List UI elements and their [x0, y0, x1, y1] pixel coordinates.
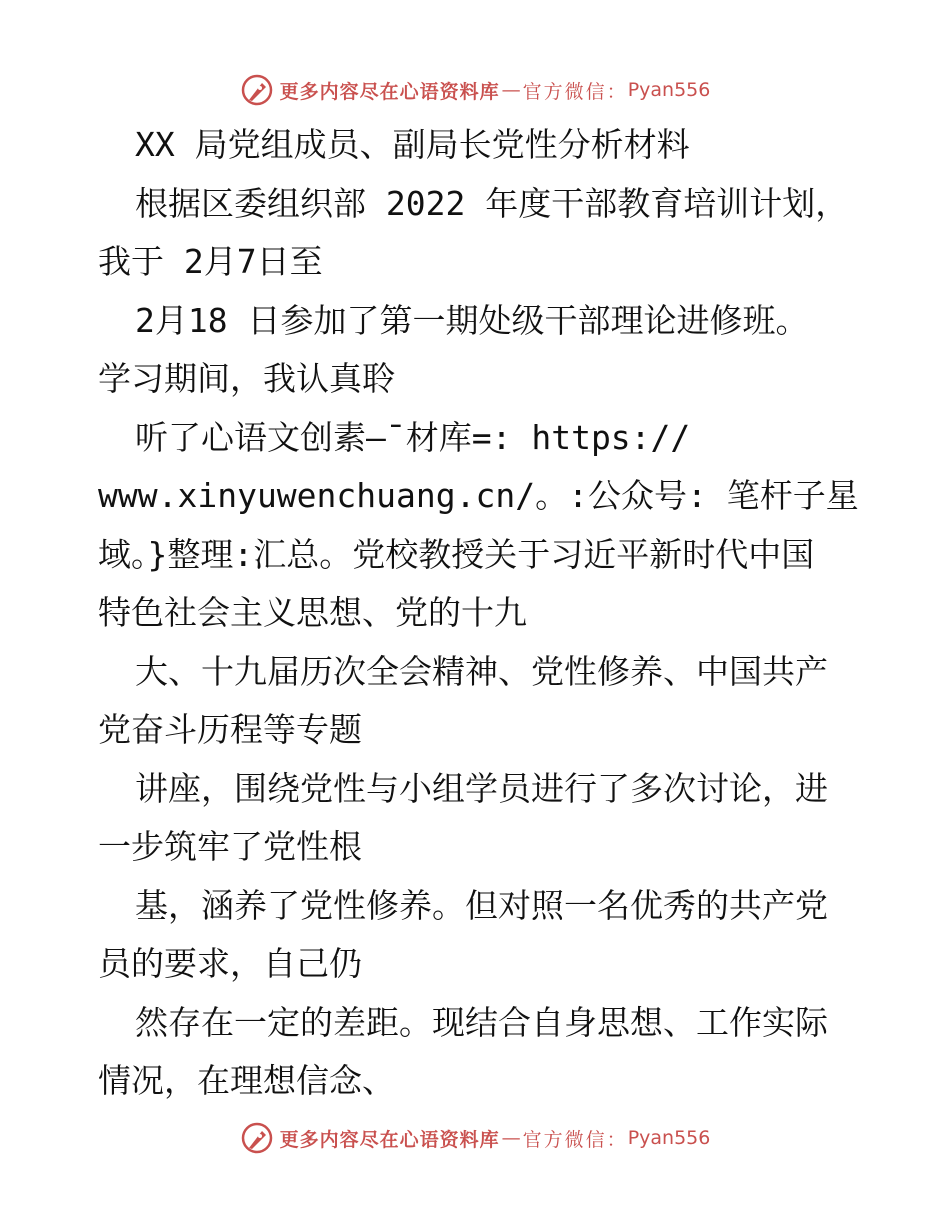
banner-wechat-id: Pyan556: [627, 79, 711, 101]
document-body: [98, 116, 858, 1111]
body-line: 基，涵养了党性修养。但对照一名优秀的共产党: [135, 885, 828, 925]
body-line: 我于 2月7日至: [98, 242, 323, 281]
document-title: XX 局党组成员、副局长党性分析材料: [135, 125, 690, 164]
body-line: 特色社会主义思想、党的十九: [98, 593, 527, 632]
banner-wechat-label: 官方微信：: [522, 80, 628, 103]
body-line: 情况，在理想信念、: [98, 1061, 395, 1100]
banner-wechat-id: Pyan556: [627, 1127, 711, 1149]
body-line: 员的要求，自己仍: [98, 944, 362, 983]
pen-nib-icon: [240, 1121, 274, 1155]
body-line: www.xinyuwenchuang.cn/。:公众号: 笔杆子星: [98, 476, 859, 515]
body-line: 域。}整理:汇总。党校教授关于习近平新时代中国: [98, 534, 815, 574]
banner-text: 更多内容尽在心语资料库: [279, 80, 500, 103]
pen-nib-icon: [240, 73, 274, 107]
body-line: 根据区委组织部 2022 年度干部教育培训计划，: [135, 183, 849, 223]
body-line: 2月18 日参加了第一期处级干部理论进修班。: [135, 300, 809, 340]
body-line: 听了心语文创素—¯材库=: https://: [135, 417, 691, 457]
header-banner: [0, 70, 950, 110]
body-line: 一步筑牢了党性根: [98, 827, 362, 866]
body-line: 讲座，围绕党性与小组学员进行了多次讨论，进: [135, 768, 828, 808]
banner-wechat-label: 官方微信：: [522, 1128, 628, 1151]
body-line: 党奋斗历程等专题: [98, 710, 362, 749]
body-line: 然存在一定的差距。现结合自身思想、工作实际: [135, 1002, 828, 1042]
footer-banner: [0, 1118, 950, 1158]
banner-text: 更多内容尽在心语资料库: [279, 1128, 500, 1151]
body-line: 学习期间，我认真聆: [98, 359, 395, 398]
body-line: 大、十九届历次全会精神、党性修养、中国共产: [135, 651, 828, 691]
banner-dash: —: [501, 1127, 521, 1149]
banner-dash: —: [501, 79, 521, 101]
